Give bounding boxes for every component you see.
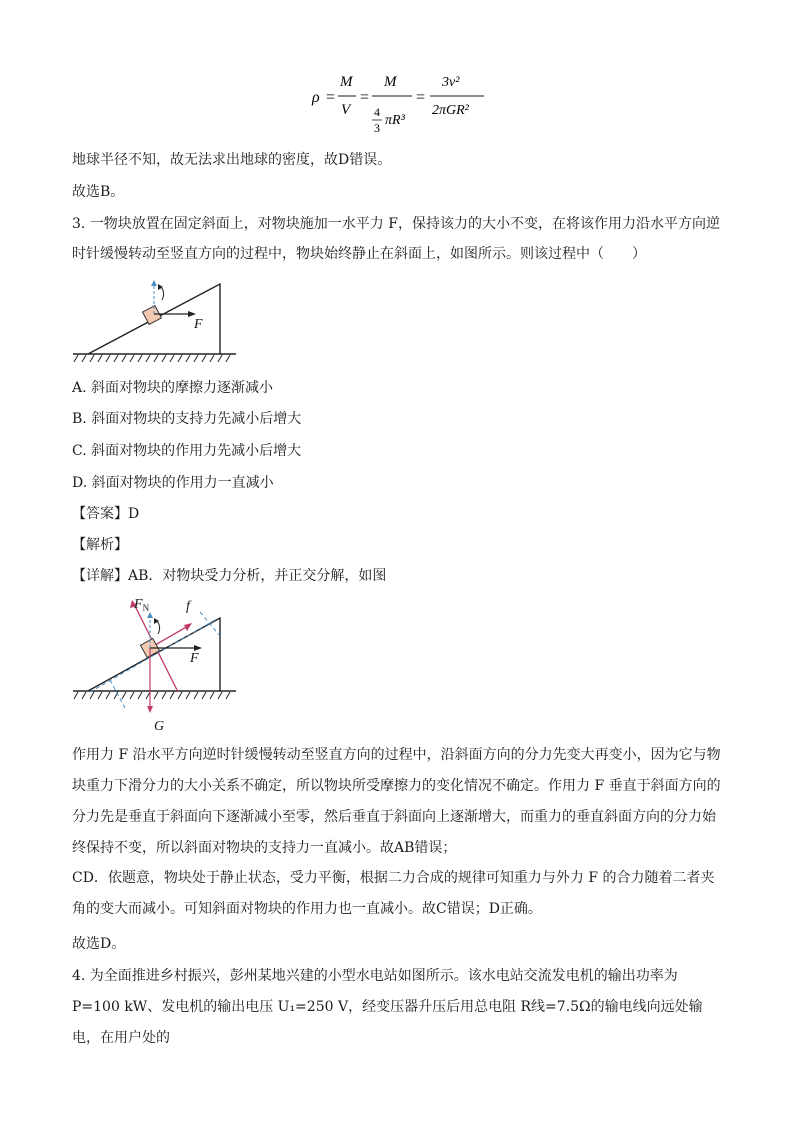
formula-coef-num: 4 [374,105,380,119]
formula-frac2-den-rest: πR³ [385,113,405,128]
density-formula [310,72,490,162]
q3-conclusion: 故选D。 [72,936,126,952]
explanation-paragraph-cd: CD．依题意，物块处于静止状态，受力平衡，根据二力合成的规律可知重力与外力 F 的合力随着二者夹角的变大而减小。可知斜面对物块的作用力也一直减小。故C错误；D正确。 [72,870,715,917]
detail-line [72,566,386,586]
fig1-label-F: F [194,317,203,332]
detail-tag: 【详解】 [72,568,128,584]
figure-incline-1 [70,278,240,368]
formula-frac3-den: 2πGR² [432,103,469,118]
q3-stem-line2: 时针缓慢转动至竖直方向的过程中，物块始终静止在斜面上，如图所示。则该过程中（ ） [72,246,646,262]
formula-coef-den: 3 [374,121,380,135]
q2-choice-line: 故选B。 [72,184,125,200]
q4-stem: 4. 为全面推进乡村振兴，彭州某地兴建的小型水电站如图所示。该水电站交流发电机的输出功率为 P=100 kW、发电机的输出电压 U₁=250 V，经变压器升压后用总电阻 R线=7.5Ω的输电线向远处输电，在用户处的 [72,968,703,1046]
q2-conclusion-line: 地球半径不知，故无法求出地球的密度，故D错误。 [72,152,392,168]
formula-frac1-den: V [341,102,351,118]
answer-tag: 【答案】 [72,506,128,522]
answer-line [72,504,139,524]
formula-frac2-num: M [384,74,397,90]
fig2-label-F: F [190,651,199,666]
analysis-tag: 【解析】 [72,537,128,553]
formula-rho: ρ [312,89,320,106]
detail-intro: AB．对物块受力分析，并正交分解，如图 [128,568,387,584]
svg-text:=: = [360,89,370,106]
formula-frac1-num: M [340,74,353,90]
formula-frac3-num: 3v² [442,75,460,90]
explanation-paragraph-ab: 作用力 F 沿水平方向逆时针缓慢转动至竖直方向的过程中，沿斜面方向的分力先变大再变小，因为它与物块重力下滑分力的大小关系不确定，所以物块所受摩擦力的变化情况不确定。作用力 F 垂直于斜面方向的分力先是垂直于斜面向下逐渐减小至零，然后垂直于斜面向上逐渐增大，而重力的垂直斜面方向的分力始终保持不变，所以斜面对物块的支持力一直减小。故AB错误； [72,747,721,856]
fig2-label-G: G [154,719,165,734]
svg-text:=: = [416,89,426,106]
q3-option-a: A. 斜面对物块的摩擦力逐渐减小 [72,380,274,396]
q3-option-b: B. 斜面对物块的支持力先减小后增大 [72,411,302,427]
fig2-label-f: f [186,599,190,614]
q3-stem-line1: 3. 一物块放置在固定斜面上，对物块施加一水平力 F，保持该力的大小不变，在将该作用力沿水平方向逆 [72,216,720,232]
svg-text:=: = [326,89,336,106]
q3-option-c: C. 斜面对物块的作用力先减小后增大 [72,443,302,459]
figure-incline-force-analysis [70,596,245,736]
q3-option-d: D. 斜面对物块的作用力一直减小 [72,475,274,491]
fig2-label-FN: $F_N$ [134,597,150,613]
answer-value: D [128,506,140,522]
